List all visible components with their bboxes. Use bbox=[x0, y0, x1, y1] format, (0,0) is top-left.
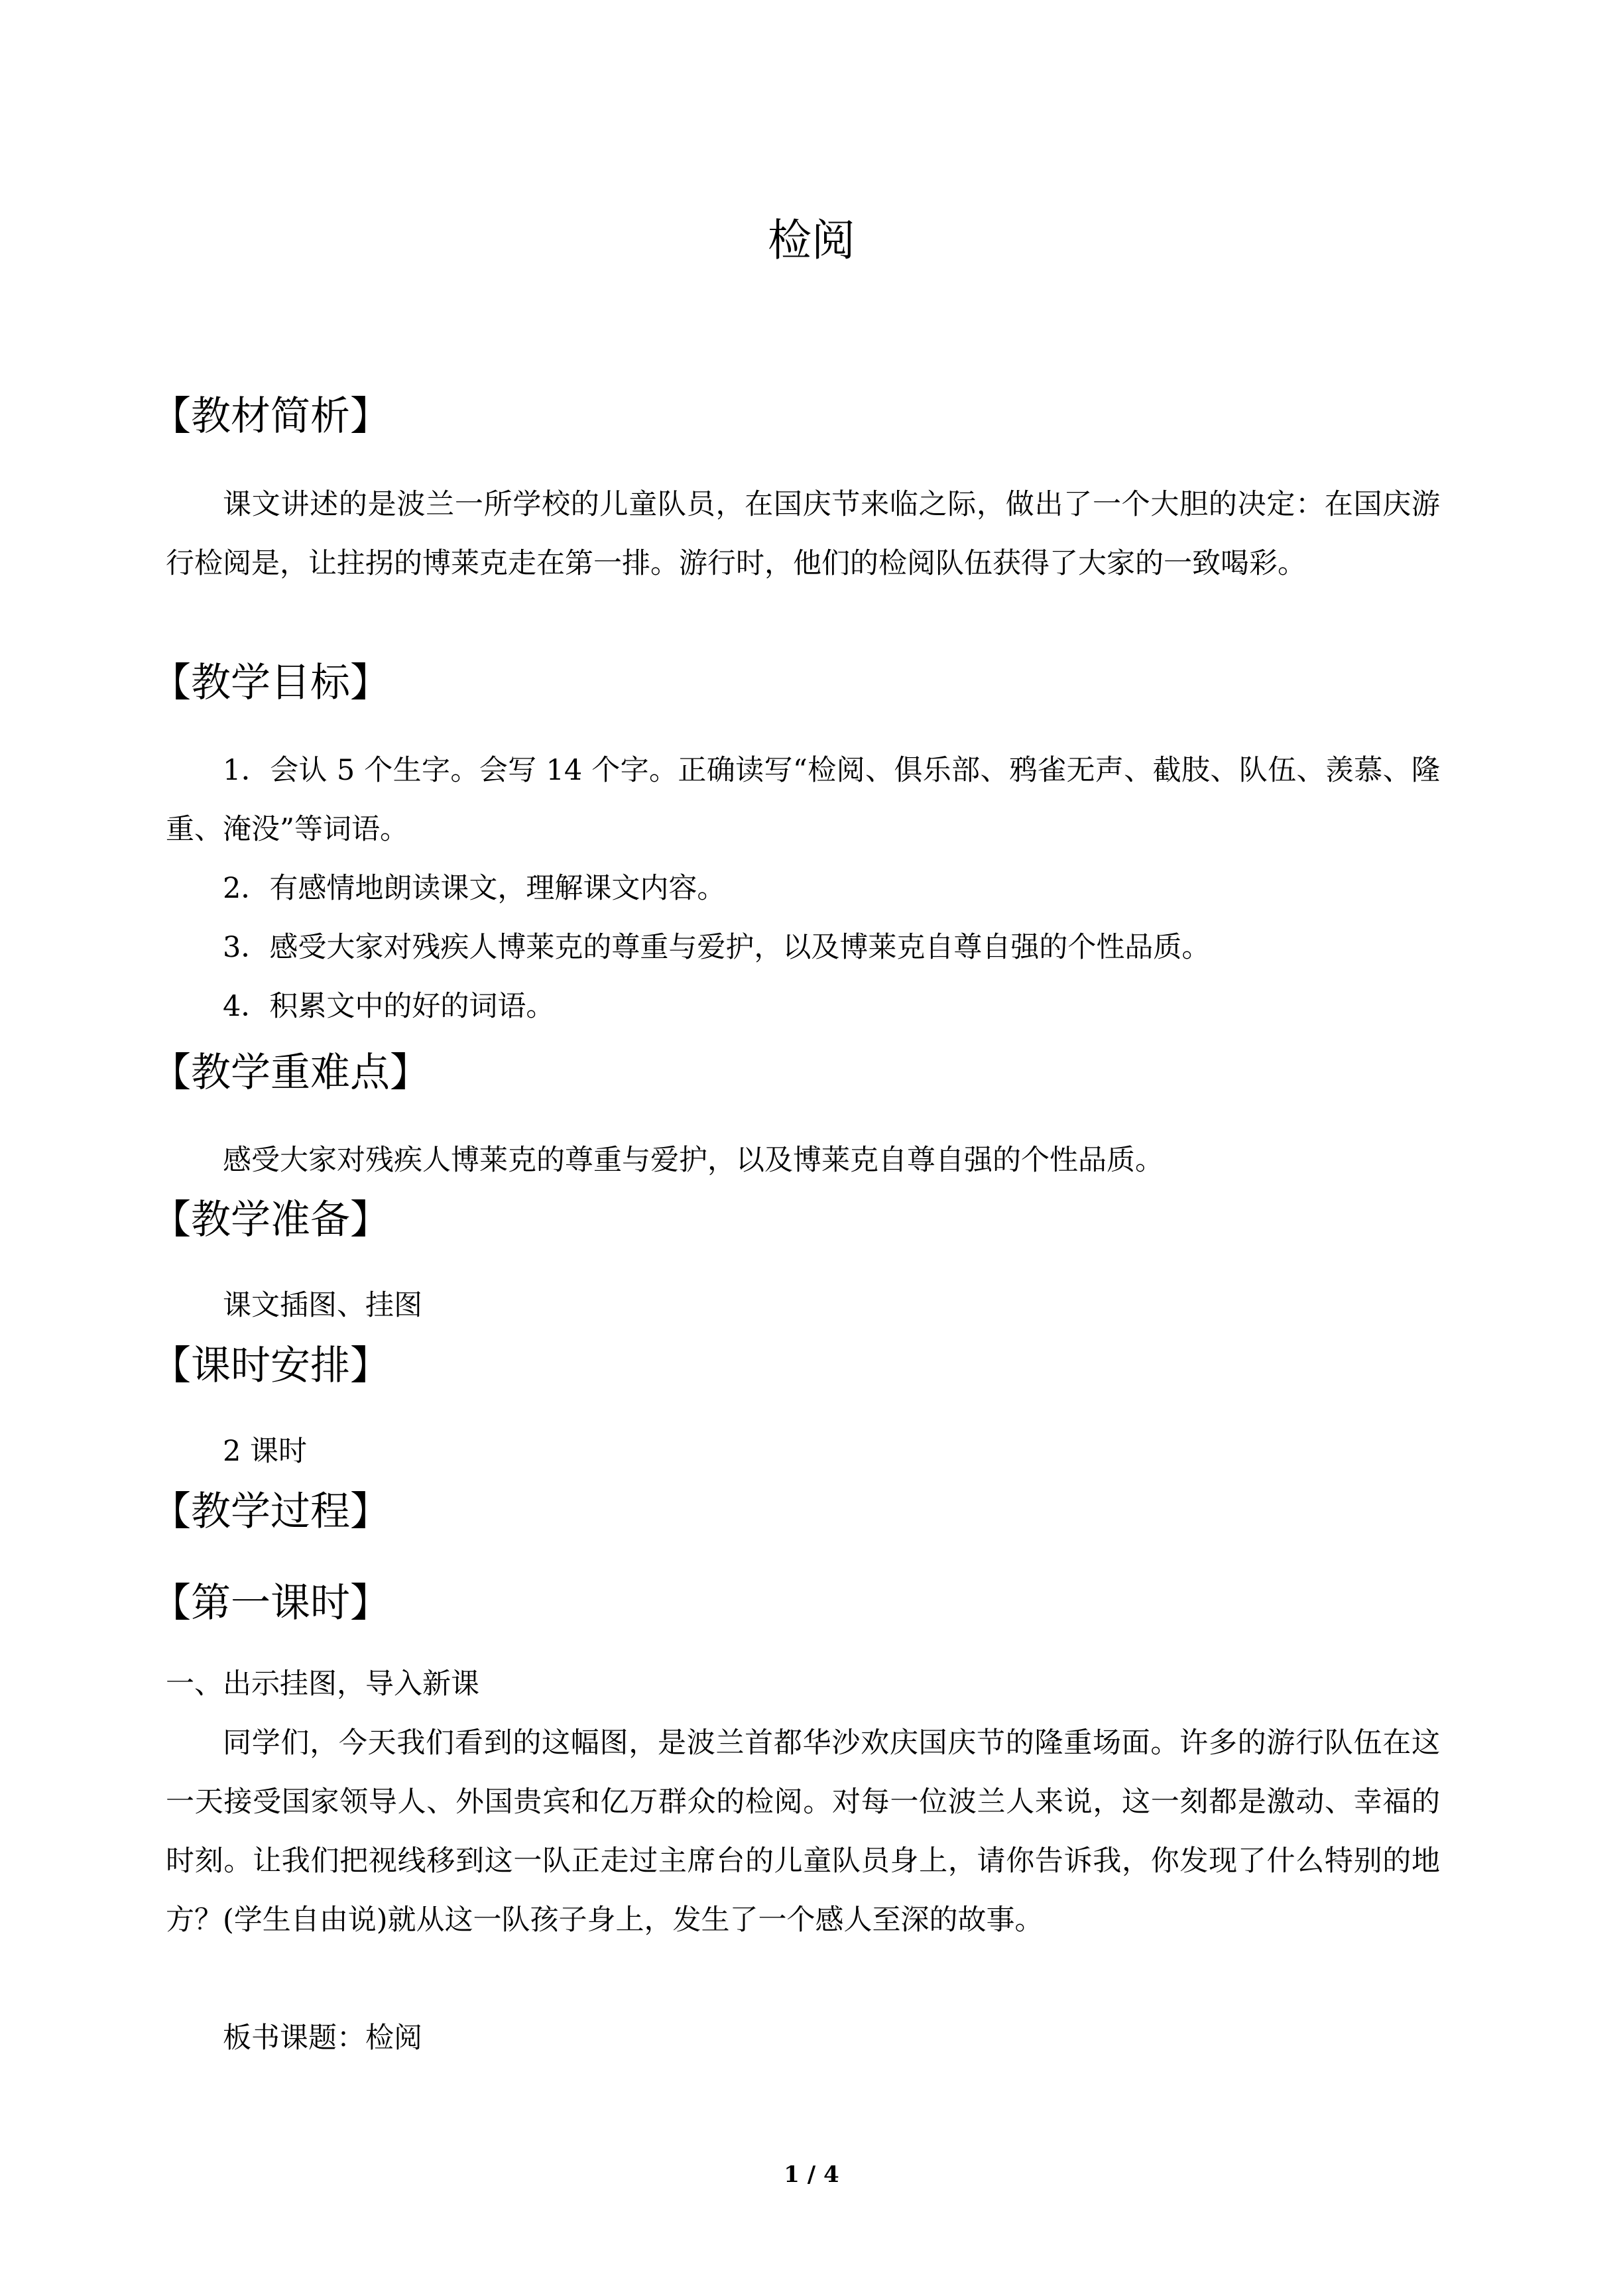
heading-teaching-process: 【教学过程】 bbox=[151, 1488, 390, 1535]
heading-schedule: 【课时安排】 bbox=[151, 1343, 390, 1389]
paragraph-materials-analysis: 课文讲述的是波兰一所学校的儿童队员，在国庆节来临之际，做出了一个大胆的决定：在国庆游行检阅是，让拄拐的博莱克走在第一排。游行时，他们的检阅队伍获得了大家的一致喝彩。 bbox=[166, 488, 1440, 580]
paragraph-key-points: 感受大家对残疾人博莱克的尊重与爱护，以及博莱克自尊自强的个性品质。 bbox=[223, 1144, 1164, 1177]
goal-item-2: 2．有感情地朗读课文，理解课文内容。 bbox=[223, 872, 726, 905]
heading-teaching-goals: 【教学目标】 bbox=[151, 660, 390, 706]
goal-item-3: 3．感受大家对残疾人博莱克的尊重与爱护，以及博莱克自尊自强的个性品质。 bbox=[223, 931, 1211, 964]
page-number: 1 / 4 bbox=[784, 2161, 839, 2188]
goal-item-1: 1．会认 5 个生字。会写 14 个字。正确读写“检阅、俱乐部、鸦雀无声、截肢、队伍、羡慕、隆重、淹没”等词语。 bbox=[166, 754, 1440, 846]
paragraph-preparation: 课文插图、挂图 bbox=[223, 1289, 422, 1322]
heading-materials-analysis: 【教材简析】 bbox=[151, 393, 390, 440]
paragraph-schedule: 2 课时 bbox=[223, 1435, 308, 1468]
step-title-1: 一、出示挂图，导入新课 bbox=[166, 1667, 479, 1701]
heading-key-points: 【教学重难点】 bbox=[151, 1050, 430, 1096]
paragraph-board-title: 板书课题：检阅 bbox=[223, 2022, 422, 2055]
heading-first-lesson: 【第一课时】 bbox=[151, 1580, 390, 1626]
paragraph-lesson-intro: 同学们，今天我们看到的这幅图，是波兰首都华沙欢庆国庆节的隆重场面。许多的游行队伍在这一天接受国家领导人、外国贵宾和亿万群众的检阅。对每一位波兰人来说，这一刻都是激动、幸福的时刻。让我们把视线移到这一队正走过主席台的儿童队员身上，请你告诉我，你发现了什么特别的地方？(学生自由说)就从这一队孩子身上，发生了一个感人至深的故事。 bbox=[166, 1726, 1440, 1937]
goal-item-4: 4．积累文中的好的词语。 bbox=[223, 990, 555, 1023]
document-title: 检阅 bbox=[768, 215, 855, 266]
heading-preparation: 【教学准备】 bbox=[151, 1197, 390, 1243]
